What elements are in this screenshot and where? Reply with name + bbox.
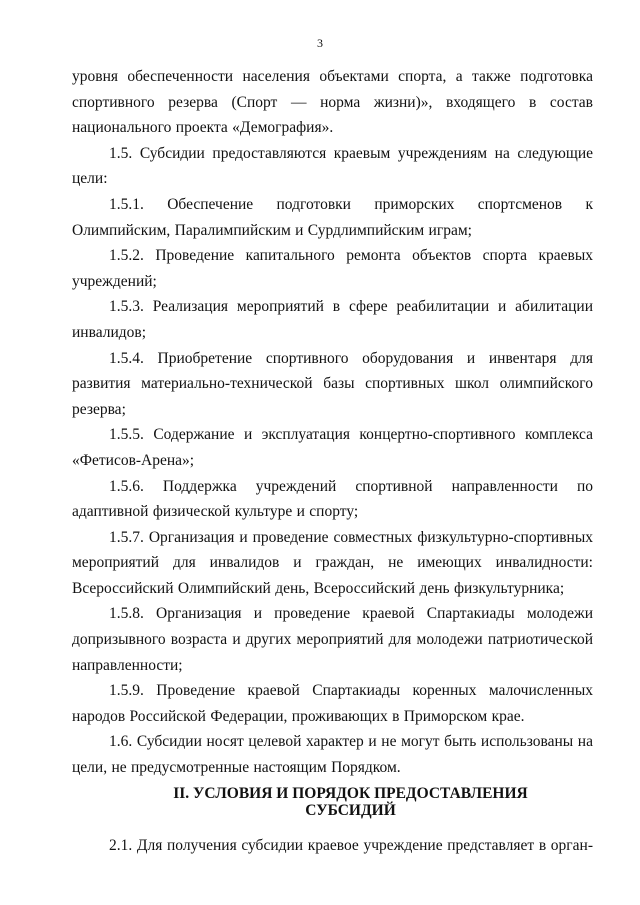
paragraph-1-5-9: 1.5.9. Проведение краевой Спартакиады коренных малочисленных народов Российской Федерации, проживающих в Приморском крае. — [72, 682, 593, 725]
section-heading-line-1: II. УСЛОВИЯ И ПОРЯДОК ПРЕДОСТАВЛЕНИЯ — [173, 784, 528, 802]
paragraph-2-1: 2.1. Для получения субсидии краевое учреждение представляет в орган- — [109, 836, 593, 854]
paragraph-1-5-2: 1.5.2. Проведение капитального ремонта объектов спорта краевых учреждений; — [72, 247, 593, 290]
paragraph-1-5-6: 1.5.6. Поддержка учреждений спортивной направленности по адаптивной физической культуре и спорту; — [72, 477, 593, 521]
paragraph-1-5-1: 1.5.1. Обеспечение подготовки приморских спортсменов к Олимпийским, Паралимпийским и Сурдлимпийским играм; — [72, 195, 593, 239]
paragraph-1-6: 1.6. Субсидии носят целевой характер и не могут быть использованы на цели, не предусмотренные настоящим Порядком. — [72, 733, 593, 777]
paragraph-1-5-4: 1.5.4. Приобретение спортивного оборудования и инвентаря для развития материально-технической базы спортивных школ олимпийского резерва; — [72, 349, 593, 418]
paragraph-intro-continuation: уровня обеспеченности населения объектами спорта, а также подготовка спортивного резерва (Спорт — норма жизни)», входящего в состав национального проекта «Демография». — [72, 68, 593, 137]
paragraph-1-5-7: 1.5.7. Организация и проведение совместных физкультурно-спортивных мероприятий для инвалидов и граждан, не имеющих инвалидности: Всероссийский Олимпийский день, Всероссийский день физкультурника; — [72, 528, 593, 597]
paragraph-1-5: 1.5. Субсидии предоставляются краевым учреждениям на следующие цели: — [72, 144, 593, 188]
document-body — [72, 64, 593, 858]
section-heading-line-2: СУБСИДИЙ — [305, 801, 396, 819]
paragraph-1-5-3: 1.5.3. Реализация мероприятий в сфере реабилитации и абилитации инвалидов; — [72, 298, 593, 341]
paragraph-1-5-8: 1.5.8. Организация и проведение краевой Спартакиады молодежи допризывного возраста и других мероприятий для молодежи патриотической направленности; — [72, 605, 593, 674]
section-heading — [72, 785, 593, 819]
page-number: 3 — [317, 36, 323, 50]
paragraph-1-5-5: 1.5.5. Содержание и эксплуатация концертно-спортивного комплекса «Фетисов-Арена»; — [72, 426, 593, 469]
